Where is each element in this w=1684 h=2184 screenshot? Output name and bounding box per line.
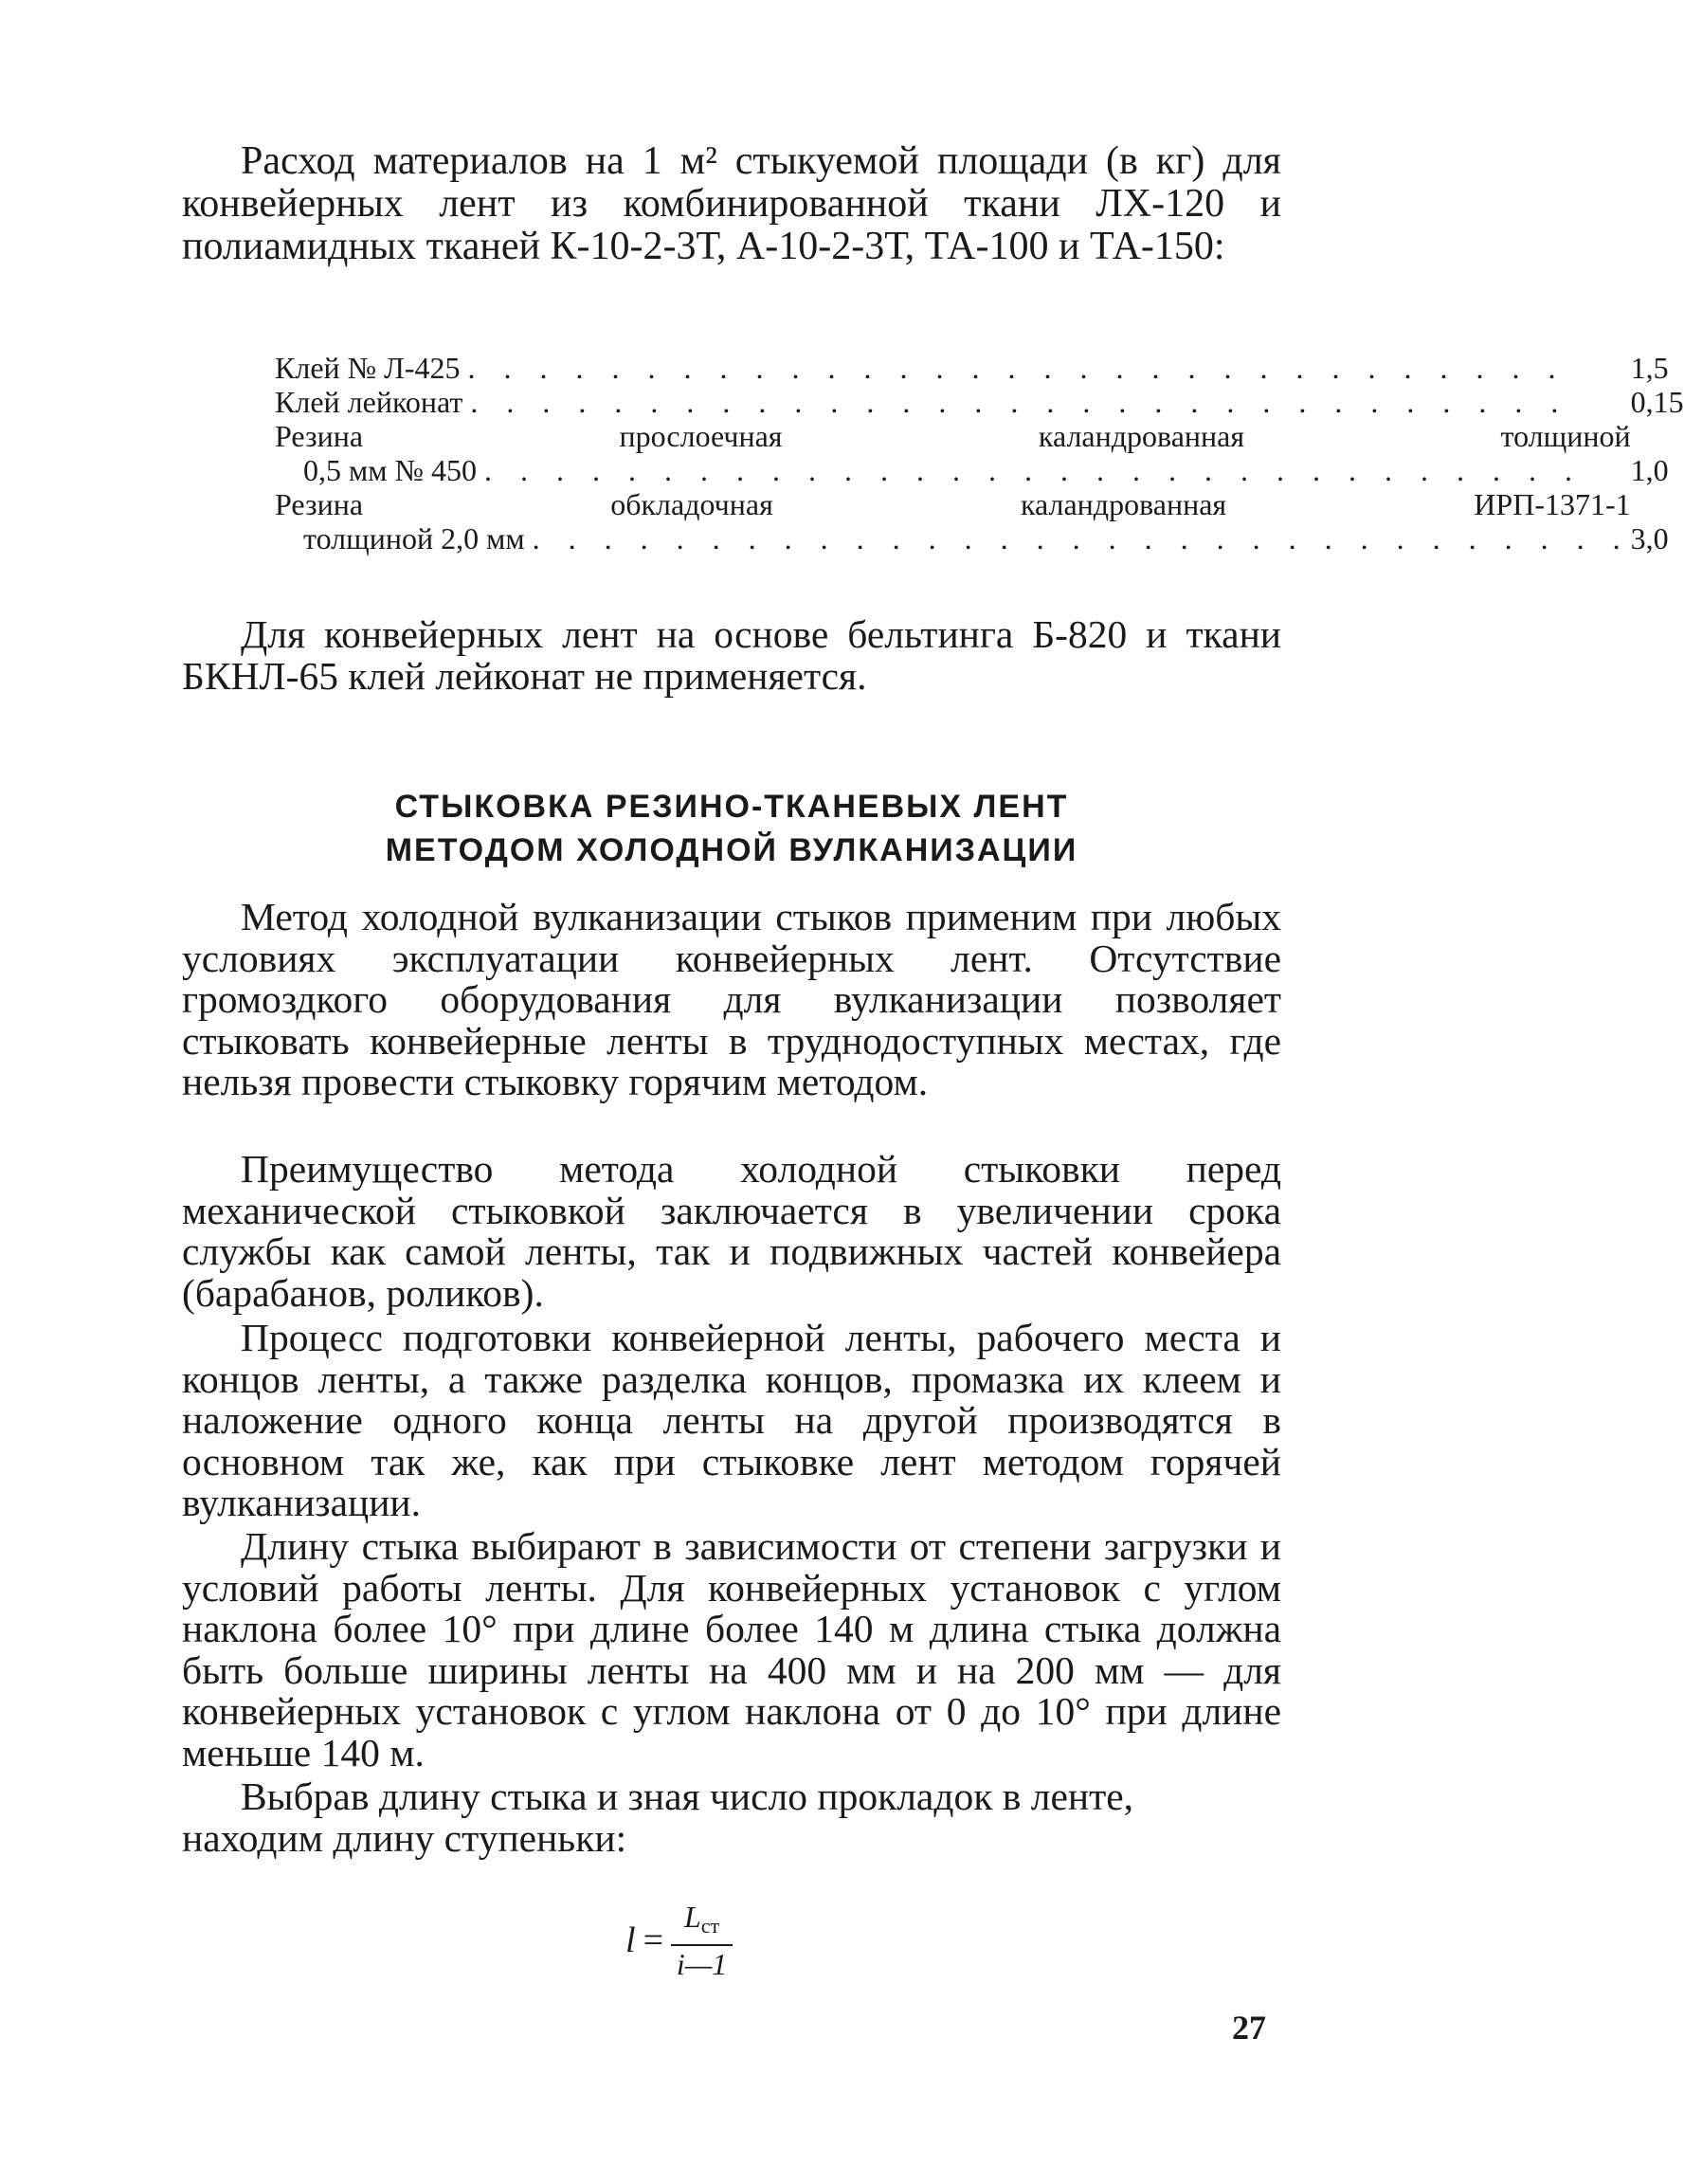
heading-line1: СТЫКОВКА РЕЗИНО-ТКАНЕВЫХ ЛЕНТ [394, 789, 1069, 825]
dot-leader: . . . . . . . . . . . . . . . . . . . . . . . . . . . . . . . [467, 351, 1566, 385]
material-name: Клей лейконат [275, 385, 463, 419]
dot-leader: . . . . . . . . . . . . . . . . . . . . . . . . . . . . . . . [532, 521, 1631, 555]
material-name: Клей № Л-425 [275, 351, 461, 385]
paragraph-process: Процесс подготовки конвейерной ленты, рабочего места и концов ленты, а также разделка концов, промазка их клеем и наложение одного конца ленты на другой производятся в основном так же, как при стыковке лент методом горячей вулканизации. [182, 1316, 1281, 1524]
paragraph-advantage: Преимущество метода холодной стыковки перед механической стыковкой заключается в увеличении срока службы как самой ленты, так и подвижных частей конвейера (барабанов, роликов). [182, 1147, 1281, 1315]
table-row [275, 487, 1684, 555]
paragraph-joint-length: Длину стыка выбирают в зависимости от степени загрузки и условий работы ленты. Для конвейерных установок с углом наклона более 10° при длине более 140 м длина стыка должна быть больше ширины ленты на 400 мм и на 200 мм — для конвейерных установок с углом наклона от 0 до 10° при длине меньше 140 м. [182, 1524, 1281, 1774]
formula-lhs: l [625, 1920, 636, 1960]
material-quantity: 3,0 [1630, 521, 1669, 555]
material-name-line2: 0,5 мм № 450 [303, 453, 478, 487]
dot-leader: . . . . . . . . . . . . . . . . . . . . . . . . . . . . . . . [484, 453, 1584, 487]
formula-numerator [671, 1901, 733, 1946]
note-paragraph: Для конвейерных лент на основе бельтинга Б-820 и ткани БКНЛ-65 клей лейконат не применяется. [182, 612, 1281, 698]
table-row [275, 419, 1684, 487]
table-row [275, 385, 1684, 419]
page-number: 27 [1232, 2009, 1266, 2047]
formula-denominator: i—1 [676, 1947, 728, 1981]
material-name-line1: Резина прослоечная каландрованная толщиной [275, 419, 1631, 453]
numerator-subscript: ст [700, 1914, 720, 1938]
material-quantity: 1,0 [1630, 453, 1669, 487]
section-heading [182, 785, 1281, 872]
heading-line2: МЕТОДОМ ХОЛОДНОЙ ВУЛКАНИЗАЦИИ [385, 832, 1078, 868]
material-name-line1: Резина обкладочная каландрованная ИРП-1371-1 [275, 487, 1631, 521]
material-name-line2: толщиной 2,0 мм [303, 521, 525, 555]
dot-leader: . . . . . . . . . . . . . . . . . . . . . . . . . . . . . . . [470, 385, 1569, 419]
paragraph-step-length: Выбрав длину стыка и зная число прокладок в ленте, находим длину ступеньки: [182, 1774, 1133, 1860]
paragraph-cold-method: Метод холодной вулканизации стыков применим при любых условиях эксплуатации конвейерных лент. Отсутствие громоздкого оборудования для вулканизации позволяет стыковать конвейерные ленты в труднодоступных местах, где нельзя провести стыковку горячим методом. [182, 895, 1281, 1103]
formula-equals: = [643, 1920, 663, 1960]
step-length-formula [625, 1901, 733, 1980]
materials-table [275, 351, 1684, 555]
numerator-symbol: L [684, 1900, 701, 1934]
formula-fraction [671, 1901, 733, 1980]
material-quantity: 0,15 [1630, 385, 1684, 419]
table-row [275, 351, 1684, 385]
intro-paragraph: Расход материалов на 1 м² стыкуемой площади (в кг) для конвейерных лент из комбинированной ткани ЛХ-120 и полиамидных тканей К-10-2-3Т, А-10-2-3Т, ТА-100 и ТА-150: [182, 139, 1281, 268]
material-quantity: 1,5 [1630, 351, 1669, 385]
